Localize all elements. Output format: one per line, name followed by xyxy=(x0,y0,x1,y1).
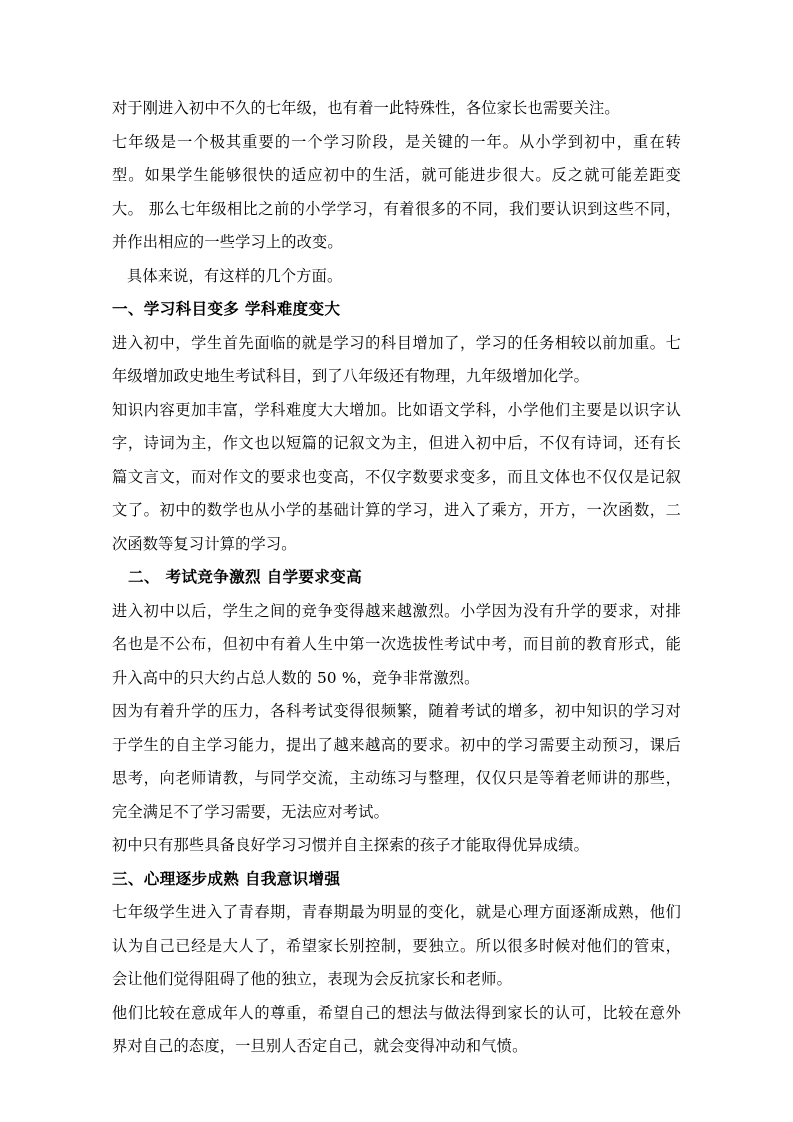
body-paragraph: 他们比较在意成年人的尊重，希望自己的想法与做法得到家长的认可，比较在意外界对自己的态度，一旦别人否定自己，就会变得冲动和气愤。 xyxy=(112,1003,681,1055)
body-paragraph: 知识内容更加丰富，学科难度大大增加。比如语文学科，小学他们主要是以识字认字，诗词为主，作文也以短篇的记叙文为主，但进入初中后，不仅有诗词，还有长篇文言文，而对作文的要求也变高，不仅字数要求变多，而且文体也不仅仅是记叙文了。初中的数学也从小学的基础计算的学习，进入了乘方，开方，一次函数，二次函数等复习计算的学习。 xyxy=(112,400,681,553)
body-paragraph: 进入初中，学生首先面临的就是学习的科目增加了，学习的任务相较以前加重。七年级增加政史地生考试科目，到了八年级还有物理，九年级增加化学。 xyxy=(112,333,681,385)
section-heading: 二、 考试竞争激烈 自学要求变高 xyxy=(128,568,362,586)
body-paragraph: 具体来说，有这样的几个方面。 xyxy=(127,266,343,285)
section-heading: 一、学习科目变多 学科难度变大 xyxy=(112,300,341,318)
document-body xyxy=(112,92,681,1064)
body-paragraph: 因为有着升学的压力，各科考试变得很频繁，随着考试的增多，初中知识的学习对于学生的自主学习能力，提出了越来越高的要求。初中的学习需要主动预习，课后思考，向老师请教，与同学交流，主动练习与整理，仅仅只是等着老师讲的那些，完全满足不了学习需要，无法应对考试。 xyxy=(112,702,681,821)
body-paragraph: 对于刚进入初中不久的七年级，也有着一此特殊性，各位家长也需要关注。 xyxy=(112,99,620,117)
body-paragraph: 初中只有那些具备良好学习习惯并自主探索的孩子才能取得优异成绩。 xyxy=(112,836,590,854)
body-paragraph: 七年级是一个极其重要的一个学习阶段，是关键的一年。从小学到初中，重在转型。如果学生能够很快的适应初中的生活，就可能进步很大。反之就可能差距变大。 那么七年级相比之前的小学学习，有着很多的不同，我们要认识到这些不同，并作出相应的一些学习上的改变。 xyxy=(112,132,681,251)
section-heading: 三、心理逐步成熟 自我意识增强 xyxy=(112,869,341,888)
body-paragraph: 进入初中以后，学生之间的竞争变得越来越激烈。小学因为没有升学的要求，对排名也是不公布，但初中有着人生中第一次选拔性考试中考，而目前的教育形式，能升入高中的只大约占总人数的 50 %，竞争非常激烈。 xyxy=(112,601,681,687)
body-paragraph: 七年级学生进入了青春期，青春期最为明显的变化，就是心理方面逐渐成熟，他们认为自己已经是大人了，希望家长别控制，要独立。所以很多时候对他们的管束，会让他们觉得阻碍了他的独立，表现为会反抗家长和老师。 xyxy=(112,903,681,988)
